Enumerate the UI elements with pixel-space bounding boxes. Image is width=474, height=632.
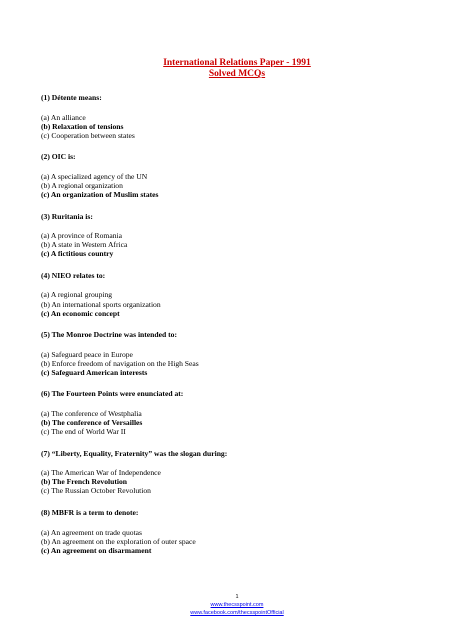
question-block-4: [41, 271, 441, 318]
option-c-correct: (c) A fictitious country: [41, 249, 114, 259]
question-block-1: [41, 93, 441, 140]
question-block-3: [41, 212, 441, 259]
question-text: (6) The Fourteen Points were enunciated at:: [41, 389, 184, 399]
option-a: (a) The American War of Independence: [41, 468, 161, 478]
option-a: (a) An agreement on trade quotas: [41, 527, 142, 537]
option-b-correct: (b) The French Revolution: [41, 477, 127, 487]
page-title: International Relations Paper - 1991: [163, 58, 311, 68]
option-a: (a) A specialized agency of the UN: [41, 171, 148, 181]
question-block-5: [41, 330, 441, 377]
question-text: (2) OIC is:: [41, 152, 76, 162]
question-block-2: [41, 152, 441, 199]
option-c: (c) The Russian October Revolution: [41, 486, 151, 496]
option-b: (b) A regional organization: [41, 181, 123, 191]
option-c-correct: (c) An agreement on disarmament: [41, 545, 152, 555]
option-b: (b) Enforce freedom of navigation on the High Seas: [41, 358, 199, 368]
option-b: (b) A state in Western Africa: [41, 240, 128, 250]
option-a: (a) The conference of Westphalia: [41, 409, 142, 419]
option-a: (a) An alliance: [41, 112, 86, 122]
option-c-correct: (c) An organization of Muslim states: [41, 190, 159, 200]
website-link[interactable]: www.thecsspoint.com: [210, 602, 264, 608]
facebook-link[interactable]: www.facebook.com/thecsspointOfficial: [190, 610, 284, 616]
option-c-correct: (c) An economic concept: [41, 308, 120, 318]
option-c: (c) The end of World War II: [41, 427, 126, 437]
option-b-correct: (b) Relaxation of tensions: [41, 121, 124, 131]
question-text: (3) Ruritania is:: [41, 211, 93, 221]
option-c: (c) Cooperation between states: [41, 130, 135, 140]
option-a: (a) A regional grouping: [41, 290, 113, 300]
question-text: (1) Détente means:: [41, 93, 102, 102]
option-c-correct: (c) Safeguard American interests: [41, 367, 148, 377]
question-text: (5) The Monroe Doctrine was intended to:: [41, 330, 177, 340]
question-block-8: [41, 508, 441, 555]
option-a: (a) Safeguard peace in Europe: [41, 349, 133, 359]
page-number: 1: [235, 594, 239, 600]
question-block-6: [41, 389, 441, 436]
option-b-correct: (b) The conference of Versailles: [41, 418, 143, 428]
question-text: (7) “Liberty, Equality, Fraternity” was the slogan during:: [41, 448, 228, 458]
question-block-7: [41, 449, 441, 496]
page-subtitle: Solved MCQs: [208, 69, 266, 79]
option-b: (b) An agreement on the exploration of outer space: [41, 536, 196, 546]
mcq-list: [41, 93, 441, 567]
question-text: (4) NIEO relates to:: [41, 270, 106, 280]
option-b: (b) An international sports organization: [41, 299, 161, 309]
question-text: (8) MBFR is a term to denote:: [41, 507, 139, 517]
option-a: (a) A province of Romania: [41, 231, 122, 241]
